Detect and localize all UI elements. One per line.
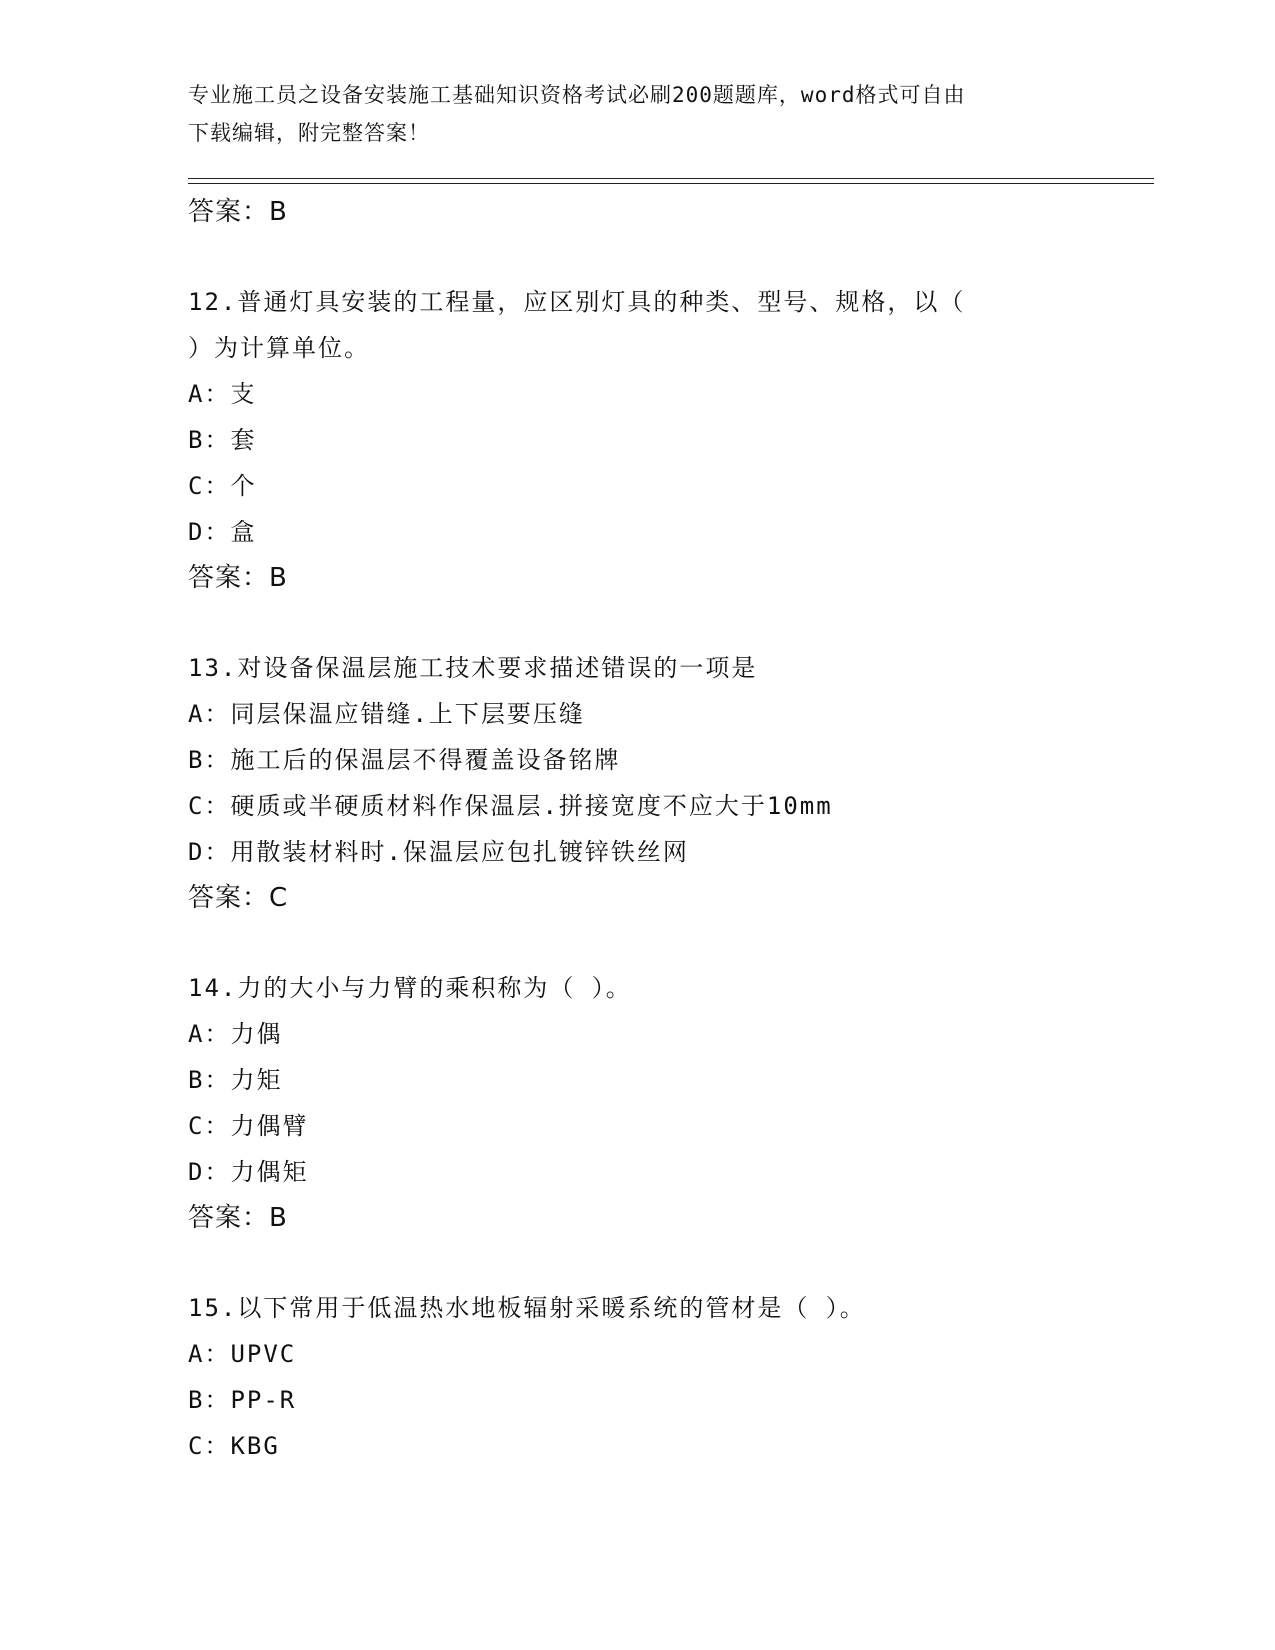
question-text: 15.以下常用于低温热水地板辐射采暖系统的管材是（ ）。: [188, 1294, 866, 1322]
answer: 答案：C: [188, 883, 289, 913]
option-b: B：力矩: [188, 1066, 283, 1094]
spacer: [188, 601, 1088, 645]
question-15: [188, 1285, 1088, 1469]
option-a: A：支: [188, 380, 257, 408]
option-b: B：PP-R: [188, 1386, 297, 1414]
question-text: 13.对设备保温层施工技术要求描述错误的一项是: [188, 654, 758, 682]
answer: 答案：B: [188, 1203, 288, 1233]
option-c: C：硬质或半硬质材料作保温层.拼接宽度不应大于10mm: [188, 792, 833, 820]
option-d: D：力偶矩: [188, 1158, 309, 1186]
option-a: A：力偶: [188, 1020, 283, 1048]
spacer: [188, 235, 1088, 279]
question-text: 12.普通灯具安装的工程量，应区别灯具的种类、型号、规格，以（: [188, 288, 966, 316]
question-text-continued: ）为计算单位。: [188, 334, 370, 362]
question-14: [188, 965, 1088, 1241]
option-d: D：用散装材料时.保温层应包扎镀锌铁丝网: [188, 838, 689, 866]
question-text: 14.力的大小与力臂的乘积称为（ ）。: [188, 974, 632, 1002]
option-c: C：个: [188, 472, 257, 500]
option-c: C：KBG: [188, 1432, 280, 1460]
header-line-1: 专业施工员之设备安装施工基础知识资格考试必刷200题题库，word格式可自由: [188, 83, 966, 107]
option-b: B：施工后的保温层不得覆盖设备铭牌: [188, 746, 621, 774]
question-13: [188, 645, 1088, 921]
answer: 答案：B: [188, 563, 288, 593]
option-c: C：力偶臂: [188, 1112, 309, 1140]
option-b: B：套: [188, 426, 257, 454]
document-header: [188, 76, 1068, 152]
spacer: [188, 921, 1088, 965]
spacer: [188, 1241, 1088, 1285]
previous-answer: 答案：B: [188, 197, 288, 227]
header-divider-top: [188, 178, 1154, 179]
header-line-2: 下载编辑，附完整答案！: [188, 121, 430, 145]
header-divider-bottom: [188, 183, 1154, 184]
question-list: [188, 189, 1088, 1469]
option-a: A：同层保温应错缝.上下层要压缝: [188, 700, 585, 728]
option-a: A：UPVC: [188, 1340, 297, 1368]
option-d: D：盒: [188, 518, 257, 546]
question-12: [188, 279, 1088, 601]
